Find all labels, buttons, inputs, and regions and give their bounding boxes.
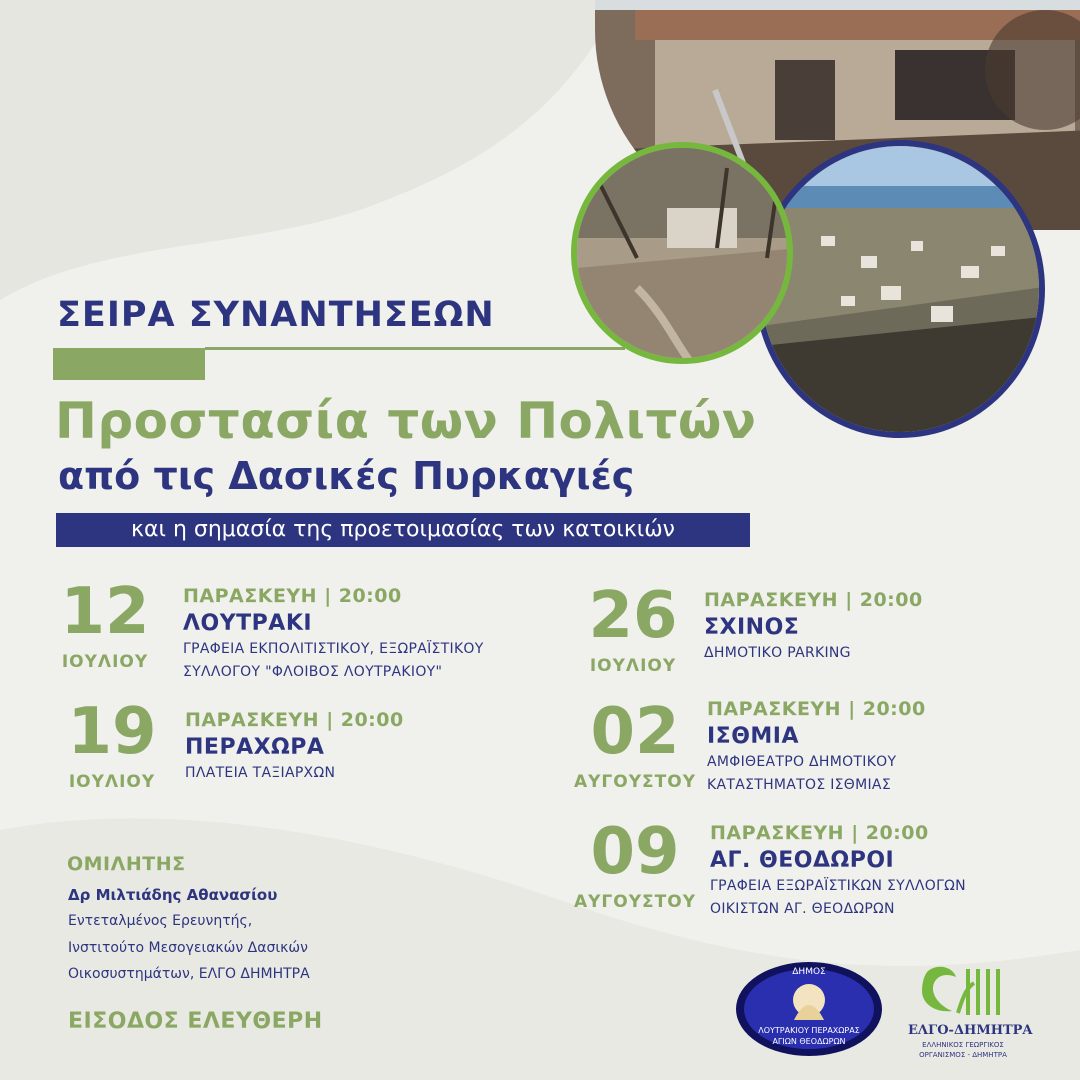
event-venue: ΑΜΦΙΘΕΑΤΡΟ ΔΗΜΟΤΙΚΟΥ <box>707 754 897 770</box>
event-place: ΛΟΥΤΡΑΚΙ <box>183 611 313 636</box>
main-title-line1: Προστασία των Πολιτών <box>55 392 757 450</box>
free-entry-label: ΕΙΣΟΔΟΣ ΕΛΕΥΘΕΡΗ <box>68 1009 323 1034</box>
elgo-sub: ΕΛΛΗΝΙΚΟΣ ΓΕΩΡΓΙΚΟΣ <box>922 1041 1004 1049</box>
event-09-info <box>710 822 966 921</box>
event-place: ΑΓ. ΘΕΟΔΩΡΟΙ <box>710 848 895 873</box>
event-venue: ΣΥΛΛΟΓΟΥ "ΦΛΟΙΒΟΣ ΛΟΥΤΡΑΚΙΟΥ" <box>183 664 443 680</box>
event-02-info <box>707 698 926 797</box>
event-month: ΙΟΥΛΙΟΥ <box>68 772 156 792</box>
speaker-label: ΟΜΙΛΗΤΗΣ <box>67 853 186 875</box>
event-when: ΠΑΡΑΣΚΕΥΗ | 20:00 <box>704 589 923 611</box>
series-title: ΣΕΙΡΑ ΣΥΝΑΝΤΗΣΕΩΝ <box>57 295 495 335</box>
elgo-sub-2: ΟΡΓΑΝΙΣΜΟΣ - ΔΗΜΗΤΡΑ <box>919 1051 1007 1059</box>
main-title-line2: από τις Δασικές Πυρκαγιές <box>58 454 635 498</box>
event-day: 02 <box>590 695 680 769</box>
event-19-date <box>57 695 167 792</box>
event-09-date <box>570 815 700 912</box>
event-02-date <box>570 695 700 792</box>
event-12-info <box>183 585 484 684</box>
speaker-title: Εντεταλμένος Ερευνητής, <box>68 913 253 929</box>
event-venue: ΓΡΑΦΕΙΑ ΕΚΠΟΛΙΤΙΣΤΙΚΟΥ, ΕΞΩΡΑΪΣΤΙΚΟΥ <box>183 641 484 657</box>
municipality-bottom-text: ΛΟΥΤΡΑΚΙΟΥ ΠΕΡΑΧΩΡΑΣ <box>758 1026 860 1035</box>
event-when: ΠΑΡΑΣΚΕΥΗ | 20:00 <box>710 822 929 844</box>
burned-forest-photo <box>571 142 793 364</box>
event-when: ΠΑΡΑΣΚΕΥΗ | 20:00 <box>707 698 926 720</box>
event-day: 12 <box>60 575 150 649</box>
event-place: ΙΣΘΜΙΑ <box>707 724 800 749</box>
event-venue: ΚΑΤΑΣΤΗΜΑΤΟΣ ΙΣΘΜΙΑΣ <box>707 777 891 793</box>
municipality-logo <box>734 960 884 1058</box>
accent-line <box>205 347 625 350</box>
event-month: ΙΟΥΛΙΟΥ <box>61 652 149 672</box>
elgo-name: ΕΛΓΟ-ΔΗΜΗΤΡΑ <box>908 1023 1033 1038</box>
speaker-organization: Οικοσυστημάτων, ΕΛΓΟ ΔΗΜΗΤΡΑ <box>68 966 310 982</box>
subtitle-banner: και η σημασία της προετοιμασίας των κατοικιών <box>56 513 750 547</box>
event-venue: ΠΛΑΤΕΙΑ ΤΑΞΙΑΡΧΩΝ <box>185 765 336 781</box>
event-26-date <box>578 579 688 676</box>
aerial-town-photo <box>755 140 1045 438</box>
speaker-institute: Ινστιτούτο Μεσογειακών Δασικών <box>68 940 308 956</box>
event-month: ΙΟΥΛΙΟΥ <box>589 656 677 676</box>
accent-bar <box>53 348 205 380</box>
event-venue: ΟΙΚΙΣΤΩΝ ΑΓ. ΘΕΟΔΩΡΩΝ <box>710 901 895 917</box>
event-venue: ΓΡΑΦΕΙΑ ΕΞΩΡΑΪΣΤΙΚΩΝ ΣΥΛΛΟΓΩΝ <box>710 878 966 894</box>
event-place: ΣΧΙΝΟΣ <box>704 615 800 640</box>
municipality-top-text: ΔΗΜΟΣ <box>792 967 826 977</box>
event-venue: ΔΗΜΟΤΙΚΟ PARKING <box>704 645 851 661</box>
speaker-name: Δρ Μιλτιάδης Αθανασίου <box>68 886 278 904</box>
elgo-logo <box>908 963 1033 1063</box>
event-place: ΠΕΡΑΧΩΡΑ <box>185 735 325 760</box>
event-26-info <box>704 589 923 665</box>
event-day: 19 <box>67 695 157 769</box>
event-19-info <box>185 709 404 785</box>
event-when: ΠΑΡΑΣΚΕΥΗ | 20:00 <box>183 585 402 607</box>
municipality-bottom-text-2: ΑΓΙΩΝ ΘΕΟΔΩΡΩΝ <box>772 1037 846 1046</box>
event-when: ΠΑΡΑΣΚΕΥΗ | 20:00 <box>185 709 404 731</box>
event-day: 09 <box>590 815 680 889</box>
event-month: ΑΥΓΟΥΣΤΟΥ <box>573 892 697 912</box>
event-month: ΑΥΓΟΥΣΤΟΥ <box>573 772 697 792</box>
event-12-date <box>50 575 160 672</box>
event-day: 26 <box>588 579 678 653</box>
elgo-emblem-icon <box>908 963 1018 1023</box>
